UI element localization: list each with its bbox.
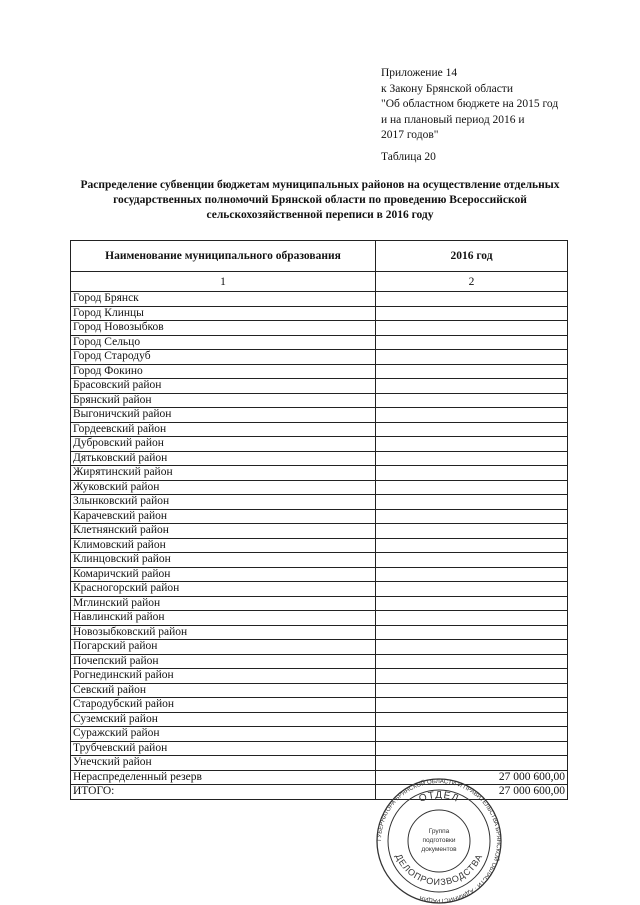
amount-2016 [376,350,568,365]
stamp-ring-top: ОТДЕЛ [417,789,461,805]
table-row [71,335,568,350]
table-row [71,756,568,771]
table-row [71,727,568,742]
table-row [71,379,568,394]
amount-2016 [376,393,568,408]
municipality-name: Город Фокино [71,364,376,379]
table-row [71,567,568,582]
subvention-table [70,240,568,800]
table-row [71,640,568,655]
header-municipality: Наименование муниципального образования [71,241,376,272]
municipality-name: Трубчевский район [71,741,376,756]
municipality-name: Жуковский район [71,480,376,495]
amount-2016 [376,625,568,640]
municipality-name: Клетнянский район [71,524,376,539]
table-row [71,509,568,524]
table-row [71,524,568,539]
column-number-row [71,272,568,292]
amount-2016 [376,712,568,727]
amount-2016 [376,669,568,684]
municipality-name: Дубровский район [71,437,376,452]
amount-2016 [376,524,568,539]
table-row [71,306,568,321]
table-row [71,466,568,481]
municipality-name: Севский район [71,683,376,698]
table-row [71,553,568,568]
municipality-name: Выгоничский район [71,408,376,423]
amount-2016 [376,495,568,510]
municipality-name: Жирятинский район [71,466,376,481]
table-row [71,437,568,452]
stamp-center-line: документов [421,846,457,853]
table-row [71,480,568,495]
title-line: государственных полномочий Брянской области по проведению Всероссийской [113,194,527,206]
table-row [71,669,568,684]
amount-2016 [376,567,568,582]
table-header-row [71,241,568,272]
municipality-name: Гордеевский район [71,422,376,437]
title-line: Распределение субвенции бюджетам муниципальных районов на осуществление отдельных [80,179,560,191]
table-row [71,625,568,640]
amount-2016 [376,321,568,336]
municipality-name: Нераспределенный резерв [71,770,376,785]
stamp-center-line: подготовки [422,837,456,844]
municipality-name: Город Клинцы [71,306,376,321]
column-number: 1 [71,272,376,292]
municipality-name: Стародубский район [71,698,376,713]
table-number: Таблица 20 [381,150,436,163]
amount-2016 [376,364,568,379]
municipality-name: Суземский район [71,712,376,727]
appendix-line: и на плановый период 2016 и [381,113,525,126]
table-row [71,321,568,336]
municipality-name: Красногорский район [71,582,376,597]
table-row [71,596,568,611]
table-body [71,292,568,800]
office-stamp [374,778,504,905]
table-row [71,495,568,510]
municipality-name: Клинцовский район [71,553,376,568]
amount-2016 [376,306,568,321]
municipality-name: Почепский район [71,654,376,669]
amount-2016 [376,553,568,568]
amount-2016 [376,422,568,437]
table-row [71,698,568,713]
amount-2016 [376,727,568,742]
amount-2016 [376,640,568,655]
appendix-line: к Закону Брянской области [381,82,513,95]
amount-2016 [376,741,568,756]
appendix-block [381,66,621,165]
stamp-outer-text: ГУБЕРНАТОРА БРЯНСКОЙ ОБЛАСТИ И ПРАВИТЕЛЬСТВА БРЯНСКОЙ ОБЛАСТИ · АДМИНИСТРАЦИЯ [376,778,502,904]
amount-2016 [376,509,568,524]
amount-2016 [376,596,568,611]
municipality-name: Брасовский район [71,379,376,394]
column-number: 2 [376,272,568,292]
municipality-name: Город Новозыбков [71,321,376,336]
municipality-name: Карачевский район [71,509,376,524]
table-row [71,611,568,626]
municipality-name: Город Стародуб [71,350,376,365]
municipality-name: Брянский район [71,393,376,408]
table-row [71,393,568,408]
amount-2016 [376,683,568,698]
municipality-name: Новозыбковский район [71,625,376,640]
municipality-name: Мглинский район [71,596,376,611]
municipality-name: Суражский район [71,727,376,742]
municipality-name: Злынковский район [71,495,376,510]
municipality-name: Дятьковский район [71,451,376,466]
header-year: 2016 год [376,241,568,272]
municipality-name: Город Сельцо [71,335,376,350]
municipality-name: Погарский район [71,640,376,655]
appendix-line: "Об областном бюджете на 2015 год [381,98,559,110]
amount-2016 [376,451,568,466]
amount-2016 [376,756,568,771]
table-row [71,538,568,553]
amount-2016 [376,437,568,452]
amount-2016 [376,480,568,495]
document-title [60,178,580,223]
amount-2016: 27 000 600,00 [376,785,568,800]
table-row [71,422,568,437]
table-row [71,350,568,365]
stamp-ring-bottom: ДЕЛОПРОИЗВОДСТВА [393,852,485,888]
amount-2016 [376,292,568,307]
municipality-name: Город Брянск [71,292,376,307]
table-row [71,292,568,307]
amount-2016 [376,466,568,481]
table-row [71,683,568,698]
amount-2016 [376,538,568,553]
title-line: сельскохозяйственной переписи в 2016 году [206,209,434,221]
table-row [71,582,568,597]
municipality-name: Унечский район [71,756,376,771]
amount-2016 [376,379,568,394]
table-row [71,408,568,423]
appendix-line: Приложение 14 [381,67,458,79]
amount-2016: 27 000 600,00 [376,770,568,785]
municipality-name: Комаричский район [71,567,376,582]
table-row [71,712,568,727]
table-row [71,741,568,756]
municipality-name: ИТОГО: [71,785,376,800]
stamp-center-line: Группа [428,828,450,835]
amount-2016 [376,335,568,350]
table-row [71,364,568,379]
table-row [71,451,568,466]
amount-2016 [376,582,568,597]
amount-2016 [376,408,568,423]
amount-2016 [376,654,568,669]
table-row [71,654,568,669]
amount-2016 [376,611,568,626]
municipality-name: Навлинский район [71,611,376,626]
appendix-line: 2017 годов" [381,129,439,141]
municipality-name: Рогнединский район [71,669,376,684]
municipality-name: Климовский район [71,538,376,553]
amount-2016 [376,698,568,713]
